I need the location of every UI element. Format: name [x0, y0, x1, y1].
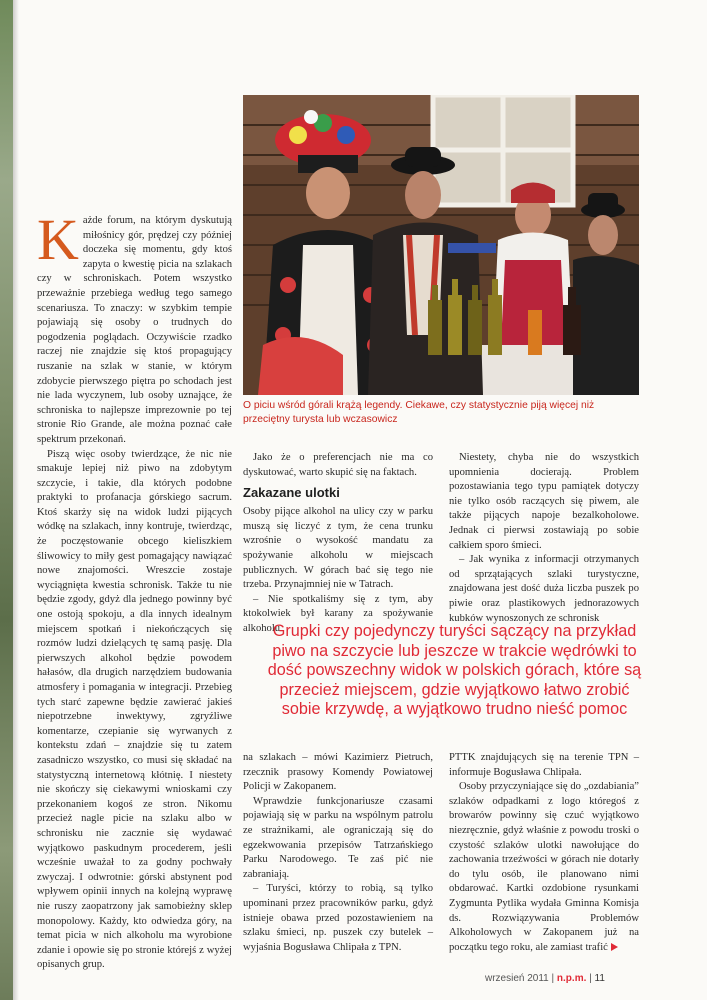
folk-musicians-photo-icon: [243, 95, 639, 395]
section-subheading: Zakazane ulotki: [243, 485, 340, 501]
body-paragraph: Niestety, chyba nie do wszystkich upomnienia docierają. Problem pozostawiania tego typu pamiątek dotyczy nie tylko osób raczących się piwem, ale także pijących napoje bezalkoholowe. Jednak ci pierwsi zostawiają po sobie całkiem sporo śmieci.: [449, 452, 639, 551]
issue-date: wrzesień 2011: [485, 973, 549, 984]
body-paragraph: – Jak wynika z informacji otrzymanych od sprzątających szlaki turystyczne, znajdowana jest dość duża liczba puszek po piwie oraz plastikowych jednorazowych kubków wynoszonych ze schronisk: [449, 554, 639, 624]
article-column-left: [37, 207, 232, 973]
footer-separator: |: [551, 973, 555, 984]
footer-separator: |: [589, 973, 592, 984]
page-footer: [485, 973, 645, 984]
body-paragraph: Wprawdzie funkcjonariusze czasami pojawiają się w parku na wspólnym patrolu ze strażnikami, ale ograniczają się do egzekwowania przepisów Tatrzańskiego Parku Narodowego. Te zaś pić nie zabraniają.: [243, 795, 433, 880]
article-column-middle-top: [243, 451, 433, 637]
body-paragraph: Osoby pijące alkohol na ulicy czy w parku muszą się liczyć z tym, że cena trunku wzrośnie o wysokość mandatu za spożywanie alkoholu w miejscach publicznych. W górach bać się tego nie trzeba. Przynajmniej nie w Tatrach.: [243, 506, 433, 591]
body-paragraph-text: Osoby przyczyniające się do „ozdabiania” szlaków odpadkami z logo któregoś z browarów powinny się czuć wyjątkowo niezręcznie, gdyż właśnie z powodu troski o czystość szlaków ulotki nawołujące do zachowania trzeźwości w górach nie dotarły do tylu osób, ile planowano nimi obdarować. Kartki ozdobione rysunkami Zygmunta Pytlika wydała Gminna Komisja ds. Rozwiązywania Problemów Alkoholowych w Zakopanem już na początku tego roku, ale zamiast trafić: [449, 781, 639, 953]
article-photo: [243, 95, 639, 395]
body-paragraph: – Turyści, którzy to robią, są tylko upominani przez pracowników parku, gdyż istnieje obawa przed pozostawieniem na szlaku śmieci, np. puszek czy butelek – wyjaśnia Bogusława Chlipała z TPN.: [243, 883, 433, 953]
continue-arrow-icon: [611, 943, 618, 951]
body-paragraph: na szlakach – mówi Kazimierz Pietruch, rzecznik prasowy Komendy Powiatowej Policji w Zakopanem.: [243, 752, 433, 793]
body-paragraph: Jako że o preferencjach nie ma co dyskutować, warto skupić się na faktach.: [243, 452, 433, 478]
body-paragraph: [449, 780, 639, 955]
article-column-right-bottom: [449, 751, 639, 955]
drop-cap: K: [37, 207, 79, 272]
body-paragraph: PTTK znajdujących się na terenie TPN – informuje Bogusława Chlipała.: [449, 752, 639, 778]
intro-paragraph: ażde forum, na którym dyskutują miłośnicy gór, prędzej czy później doczeka się momentu, gdy ktoś zapyta o kwestię picia na szlakach czy w schroniskach. Potem wszystko przeważnie przebiega według tego samego scenariusza. To znaczy: w szybkim tempie pojawiają się osoby o trudnych do pogodzenia poglądach. Oczywiście rzadko raczej nie znajdzie się ktoś propagujący ruszanie na szlak w stanie, w którym zdobycie pierwszego piętra po schodach jest nie lada wyczynem, lub osoby uznające, że schroniska to najlepsze imprezownie po tej stronie Rio Grande, ale można poznać całe spektrum przekonań.: [37, 215, 232, 445]
left-page-gutter: [0, 0, 13, 1000]
body-paragraph: – Nie spotkaliśmy się z tym, aby ktokolwiek był karany za spożywanie alkoholu: [243, 593, 433, 634]
article-column-middle-bottom: [243, 751, 433, 955]
body-paragraph: Piszą więc osoby twierdzące, że nic nie smakuje lepiej niż piwo na zdobytym szczycie, i takie, dla których podobne praktyki to profanacja górskiego sacrum. Ktoś skarży się na widok ludzi pijących wódkę na szlakach, inny kontruje, twierdząc, że poczęstowanie obcego kieliszkiem śliwowicy to miły gest pomagający nawiązać nowe znajomości. Wreszcie zostaje wyciągnięta kwestia schronisk. Także tu nie będzie zgody, gdyż dla jednego powinny być one ostoją spokoju, a dla innych idealnym miejscem spotkań i niekończących się rozmów ludzi dzielących tę samą pasję. Dla pierwszych alkohol będzie powodem hałasów, dla drugich narzędziem budowania atmosfery i pomagania w integracji. Przebieg tych starć zapewne będzie zawierać jakieś niepotrzebne inwektywy, zgryźliwe komentarze, czepianie się wyrwanych z kontekstu zdań – znajdzie się tu zatem zasadniczo wszystko, co musi się składać na statystyczną internetową kłótnię. I niestety nie skończy się ciekawymi wnioskami czy przekonaniem kogoś ze stron. Nikomu przecież nagle picie na szlaku albo w schronisku nie zacznie się wydawać wyjątkowo paskudnym procederem, jeśli wcześnie uważał to za godny pochwały zwyczaj. I odwrotnie: górski abstynent pod wpływem opinii innych na kolejną wyprawę nie ruszy zaopatrzony jak samobieżny sklep monopolowy. Każdy, kto odwiedza góry, na temat picia w nich alkoholu ma wyrobione zdanie i opowie się po stronie którejś z wyżej opisanych grup.: [37, 448, 232, 971]
page-number: 11: [594, 973, 605, 984]
photo-caption: O piciu wśród górali krążą legendy. Ciekawe, czy statystycznie piją więcej niż przeciętny turysta lub wczasowicz: [243, 400, 595, 425]
magazine-brand: n.p.m.: [556, 973, 587, 984]
article-column-right-top: [449, 451, 639, 626]
pull-quote: Grupki czy pojedynczy turyści sączący na przykład piwo na szczycie lub jeszcze w trakcie wędrówki to dość powszechny widok w polskich górach, które są przecież miejscem, gdzie wyjątkowo łatwo zrobić sobie krzywdę, a wyjątkowo trudno nieść pomoc: [267, 622, 642, 719]
